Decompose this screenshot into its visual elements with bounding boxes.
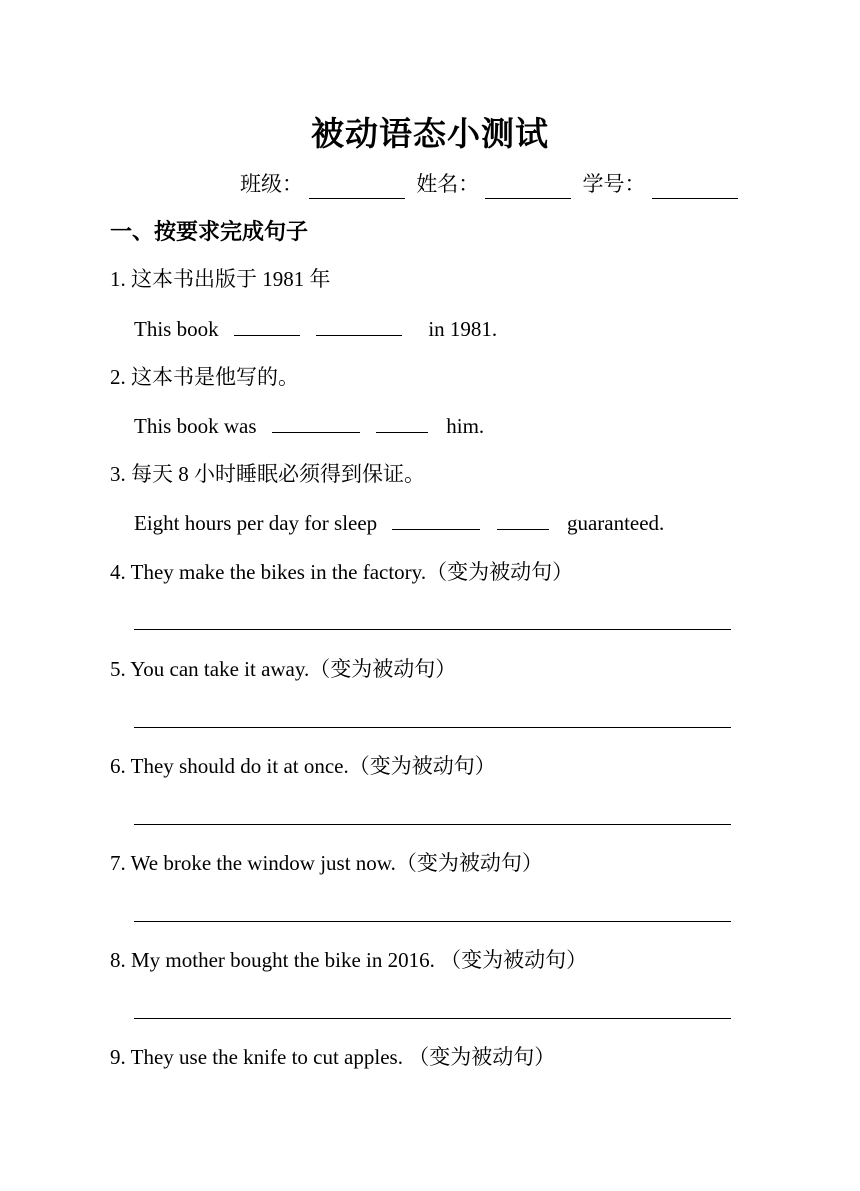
question-2-blank-1[interactable] — [272, 412, 360, 433]
question-2-prompt: 2. 这本书是他写的。 — [110, 365, 299, 389]
question-2-blank-2[interactable] — [376, 412, 428, 433]
question-3-sentence-end: guaranteed. — [566, 511, 665, 535]
question-6-prompt: 6. They should do it at once.（变为被动句） — [110, 754, 496, 778]
question-5-answer-line[interactable] — [134, 727, 731, 728]
question-1-blank-2[interactable] — [316, 315, 402, 336]
question-4-answer-line[interactable] — [134, 629, 731, 630]
question-1-sentence-end: in 1981. — [428, 317, 498, 341]
class-label: 班级： — [240, 172, 303, 196]
question-9-prompt: 9. They use the knife to cut apples. （变为被动句） — [110, 1045, 556, 1069]
question-3-blank-1[interactable] — [392, 509, 480, 530]
question-2-sentence-start: This book was — [134, 414, 257, 438]
name-blank[interactable] — [485, 177, 571, 199]
question-1-blank-1[interactable] — [234, 315, 300, 336]
question-1-sentence-start: This book — [134, 317, 219, 341]
question-1-sentence — [134, 314, 497, 344]
student-id-blank[interactable] — [652, 177, 738, 199]
question-7-answer-line[interactable] — [134, 921, 731, 922]
student-id-label: 学号： — [582, 172, 646, 196]
question-4-prompt: 4. They make the bikes in the factory.（变为被动句） — [110, 560, 574, 584]
question-3-prompt: 3. 每天 8 小时睡眠必须得到保证。 — [110, 462, 425, 486]
question-3-sentence-start: Eight hours per day for sleep — [134, 511, 378, 535]
question-2-sentence — [134, 411, 484, 441]
question-3-sentence — [134, 508, 664, 538]
question-6-answer-line[interactable] — [134, 824, 731, 825]
question-7-prompt: 7. We broke the window just now.（变为被动句） — [110, 851, 543, 875]
question-3-blank-2[interactable] — [497, 509, 549, 530]
page-title: 被动语态小测试 — [311, 117, 549, 153]
question-5-prompt: 5. You can take it away.（变为被动句） — [110, 657, 457, 681]
question-8-prompt: 8. My mother bought the bike in 2016. （变为被动句） — [110, 948, 588, 972]
name-label: 姓名： — [416, 172, 480, 196]
class-blank[interactable] — [309, 177, 405, 199]
student-info-row — [240, 169, 744, 199]
question-2-sentence-end: him. — [446, 414, 485, 438]
section-heading: 一、按要求完成句子 — [110, 219, 309, 244]
question-8-answer-line[interactable] — [134, 1018, 731, 1019]
question-1-prompt: 1. 这本书出版于 1981 年 — [110, 267, 331, 291]
